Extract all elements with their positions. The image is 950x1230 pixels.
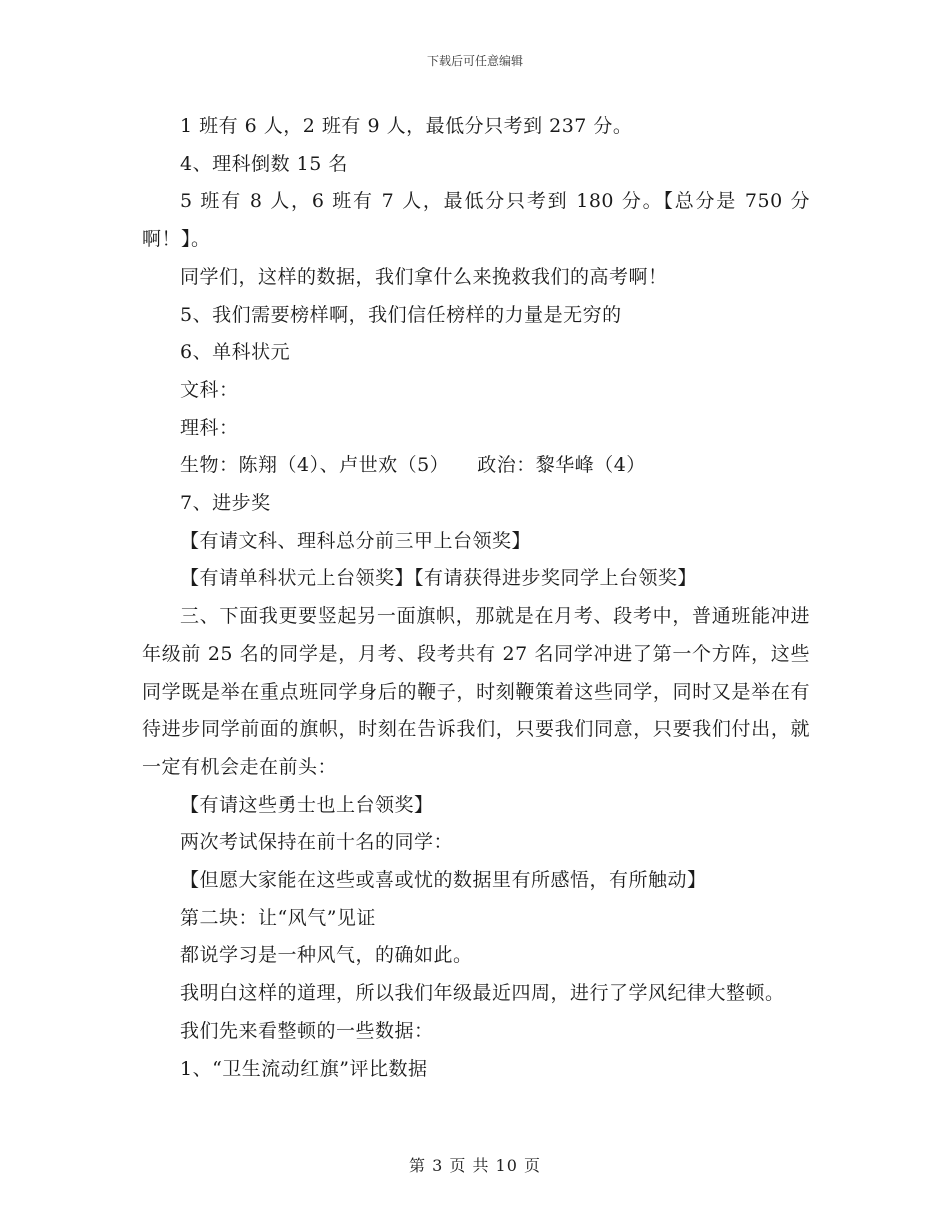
paragraph: 【但愿大家能在这些或喜或忧的数据里有所感悟，有所触动】 <box>180 869 707 892</box>
paragraph: 都说学习是一种风气，的确如此。 <box>180 944 473 967</box>
paragraph: 同学们，这样的数据，我们拿什么来挽救我们的高考啊！ <box>180 265 668 288</box>
biology-entry: 生物：陈翔（4）、卢世欢（5） <box>180 454 450 477</box>
document-body <box>142 108 810 1088</box>
subject-line <box>142 447 810 485</box>
paragraph: 4、理科倒数 15 名 <box>180 152 348 175</box>
paragraph: 【有请这些勇士也上台领奖】 <box>180 793 434 816</box>
paragraph: 【有请文科、理科总分前三甲上台领奖】 <box>180 529 532 552</box>
page-footer: 第 3 页 共 10 页 <box>409 1156 541 1175</box>
paragraph: 5、我们需要榜样啊，我们信任榜样的力量是无穷的 <box>180 303 622 326</box>
paragraph: 我明白这样的道理，所以我们年级最近四周，进行了学风纪律大整顿。 <box>180 982 785 1005</box>
politics-entry: 政治：黎华峰（4） <box>477 454 646 477</box>
paragraph: 7、进步奖 <box>180 492 271 515</box>
paragraph: 我们先来看整顿的一些数据： <box>180 1019 434 1042</box>
paragraph: 1、“卫生流动红旗”评比数据 <box>180 1057 428 1080</box>
paragraph: 两次考试保持在前十名的同学： <box>180 831 454 854</box>
section-heading: 第二块：让“风气”见证 <box>180 906 376 929</box>
paragraph: 5 班有 8 人，6 班有 7 人，最低分只考到 180 分。【总分是 750 分啊！】。 <box>142 190 810 251</box>
paragraph: 6、单科状元 <box>180 341 291 364</box>
paragraph: 【有请单科状元上台领奖】【有请获得进步奖同学上台领奖】 <box>180 567 698 590</box>
page-header: 下载后可任意编辑 <box>426 54 523 68</box>
paragraph: 文科： <box>180 378 239 401</box>
paragraph: 1 班有 6 人，2 班有 9 人，最低分只考到 237 分。 <box>180 115 633 137</box>
paragraph: 三、下面我更要竖起另一面旗帜，那就是在月考、段考中，普通班能冲进年级前 25 名的同学是，月考、段考共有 27 名同学冲进了第一个方阵，这些同学既是举在重点班同学身后的鞭子，时刻鞭策着这些同学，同时又是举在有待进步同学前面的旗帜，时刻在告诉我们，只要我们同意，只要我们付出，就一定有机会走在前头： <box>142 605 810 778</box>
paragraph: 理科： <box>180 416 239 439</box>
